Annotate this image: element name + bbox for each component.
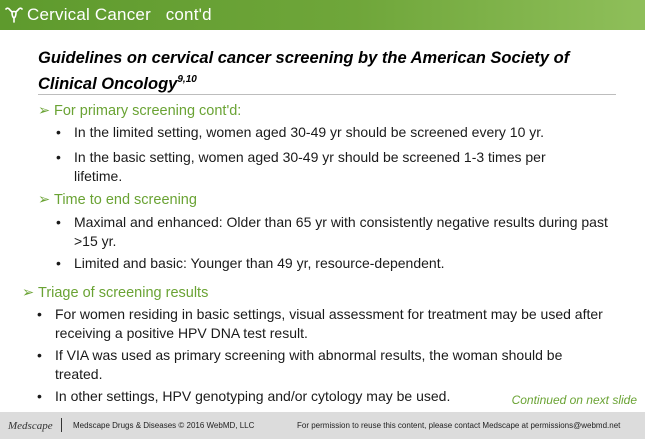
group-heading — [38, 102, 241, 120]
medscape-logo: Medscape — [8, 420, 53, 432]
divider — [38, 94, 616, 95]
bullet-item — [56, 254, 614, 273]
slide-header — [0, 0, 645, 30]
bullet-item — [37, 387, 505, 406]
bullet-text: Limited and basic: Younger than 49 yr, resource-dependent. — [74, 255, 445, 271]
bullet-dot-icon: • — [37, 388, 42, 404]
bullet-dot-icon: • — [37, 347, 42, 363]
bullet-item — [56, 213, 614, 251]
bullet-text: For women residing in basic settings, visual assessment for treatment may be used after receiving a positive HPV DNA test result. — [55, 306, 603, 341]
bullet-dot-icon: • — [56, 214, 61, 230]
section-title-text: Guidelines on cervical cancer screening by the American Society of Clinical Oncology — [38, 49, 570, 93]
bullet-text: In other settings, HPV genotyping and/or cytology may be used. — [55, 388, 451, 404]
slide-title: Cervical Cancer cont'd — [27, 5, 212, 24]
footer-separator — [61, 418, 62, 432]
bullet-dot-icon: • — [56, 149, 61, 165]
group-heading-text: For primary screening cont'd: — [54, 103, 242, 119]
citation-superscript: 9,10 — [177, 74, 197, 85]
bullet-item — [37, 346, 610, 384]
group-heading — [38, 191, 197, 209]
arrow-bullet-icon: ➢ — [38, 192, 51, 208]
uterus-icon — [5, 6, 23, 23]
permissions-text: For permission to reuse this content, please contact Medscape at permissions@webmd.net — [297, 421, 621, 430]
group-heading — [22, 284, 208, 302]
bullet-dot-icon: • — [56, 124, 61, 140]
group-heading-text: Time to end screening — [54, 192, 197, 208]
bullet-text: In the limited setting, women aged 30-49 yr should be screened every 10 yr. — [74, 124, 545, 140]
bullet-item — [37, 305, 610, 343]
arrow-bullet-icon: ➢ — [38, 103, 51, 119]
bullet-dot-icon: • — [37, 306, 42, 322]
bullet-text: If VIA was used as primary screening with abnormal results, the woman should be treated. — [55, 347, 563, 382]
copyright-text: Medscape Drugs & Diseases © 2016 WebMD, LLC — [73, 421, 255, 430]
bullet-dot-icon: • — [56, 255, 61, 271]
group-heading-text: Triage of screening results — [38, 285, 209, 301]
bullet-item — [56, 148, 594, 186]
arrow-bullet-icon: ➢ — [22, 285, 35, 301]
continued-note: Continued on next slide — [511, 393, 637, 407]
bullet-item — [56, 123, 614, 142]
section-title — [38, 48, 618, 95]
slide-footer — [0, 412, 645, 439]
bullet-text: Maximal and enhanced: Older than 65 yr with consistently negative results during past >15 yr. — [74, 214, 608, 249]
bullet-text: In the basic setting, women aged 30-49 yr should be screened 1-3 times per lifetime. — [74, 149, 546, 184]
